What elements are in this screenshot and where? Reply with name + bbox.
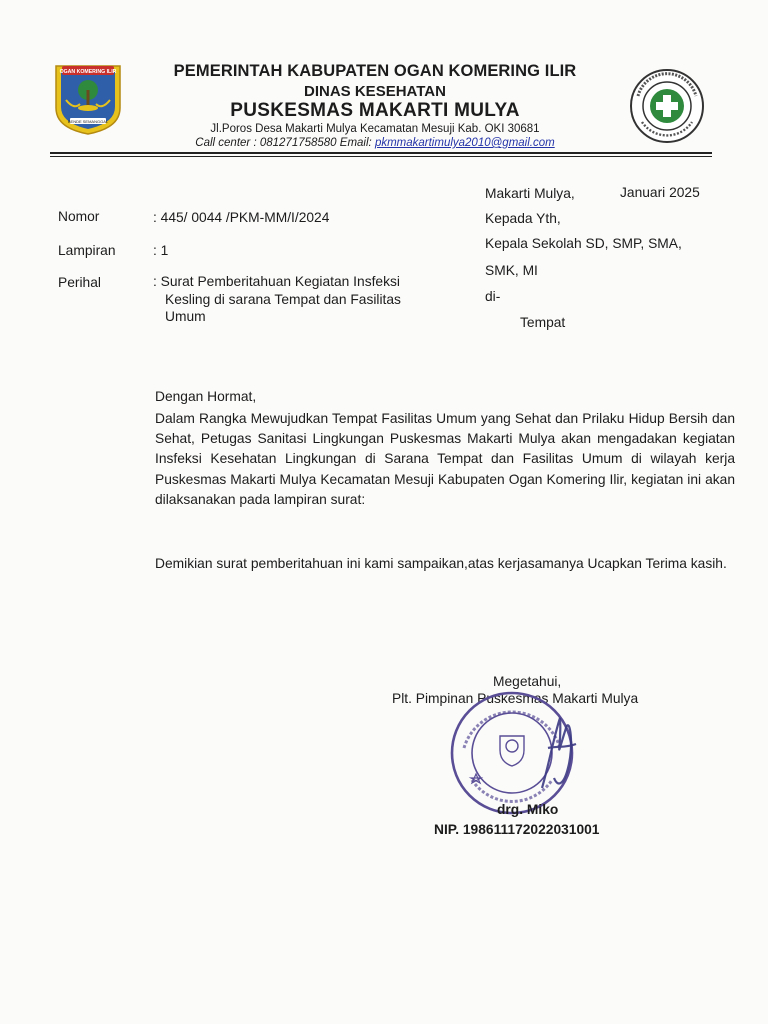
nomor-value: : 445/ 0044 /PKM-MM/I/2024: [153, 210, 330, 225]
letterhead-address: Jl.Poros Desa Makarti Mulya Kecamatan Mesuji Kab. OKI 30681: [210, 123, 540, 135]
letterhead-divider: [50, 152, 712, 154]
acknowledged-label: Megetahui,: [493, 674, 562, 689]
body-paragraph-2: Demikian surat pemberitahuan ini kami sampaikan,atas kerjasamanya Ucapkan Terima kasih.: [155, 556, 727, 571]
recipient-line-1: Kepala Sekolah SD, SMP, SMA,: [485, 236, 682, 251]
letterhead-department: DINAS KESEHATAN: [304, 83, 446, 100]
letter-date: Januari 2025: [620, 185, 700, 200]
perihal-line: : Surat Pemberitahuan Kegiatan Insfeksi: [153, 274, 400, 289]
recipient-to: Kepada Yth,: [485, 211, 561, 226]
left-logo-banner-text: OGAN KOMERING ILIR: [59, 69, 117, 75]
signer-name: drg. Miko: [497, 802, 559, 817]
email-link[interactable]: pkmmakartimulya2010@gmail.com: [374, 137, 555, 149]
puskesmas-logo: [622, 66, 712, 146]
left-logo-motto-text: BENDE SEMANGGAL: [67, 118, 109, 124]
perihal-line: Kesling di sarana Tempat dan Fasilitas: [165, 291, 401, 307]
perihal-line: Umum: [165, 309, 206, 324]
letterhead-contact: [130, 137, 620, 149]
lampiran-value: : 1: [153, 243, 169, 258]
letter-place: Makarti Mulya,: [485, 186, 575, 201]
signer-nip: NIP. 198611172022031001: [434, 822, 600, 837]
perihal-label: Perihal: [58, 275, 101, 290]
official-stamp-seal: [444, 688, 592, 818]
letterhead-organization: PUSKESMAS MAKARTI MULYA: [230, 100, 520, 121]
nomor-label: Nomor: [58, 209, 100, 224]
signer-position: Plt. Pimpinan Puskesmas Makarti Mulya: [392, 691, 639, 706]
letterhead-government: PEMERINTAH KABUPATEN OGAN KOMERING ILIR: [173, 62, 577, 80]
call-center-text: Call center : 081271758580 Email:: [195, 137, 372, 149]
perihal-value: [153, 273, 453, 326]
recipient-line-2: SMK, MI: [485, 263, 538, 278]
recipient-di: di-: [485, 289, 501, 304]
lampiran-label: Lampiran: [58, 243, 116, 258]
body-paragraph-1: Dalam Rangka Mewujudkan Tempat Fasilitas Umum yang Sehat dan Prilaku Hidup Bersih dan Sehat, Petugas Sanitasi Lingkungan Puskesmas Makarti Mulya akan mengadakan kegiatan Insfeksi Kesehatan Lingkungan di Sarana Tempat dan Fasilitas Umum di wilayah kerja Puskesmas Makarti Mulya Kecamatan Mesuji Kabupaten Ogan Komering Ilir, kegiatan ini akan dilaksanakan pada lampiran surat:: [155, 411, 735, 507]
regency-emblem-logo: [50, 60, 126, 136]
recipient-place: Tempat: [520, 315, 566, 330]
greeting: Dengan Hormat,: [155, 389, 257, 404]
letterhead-divider-thin: [50, 156, 712, 157]
